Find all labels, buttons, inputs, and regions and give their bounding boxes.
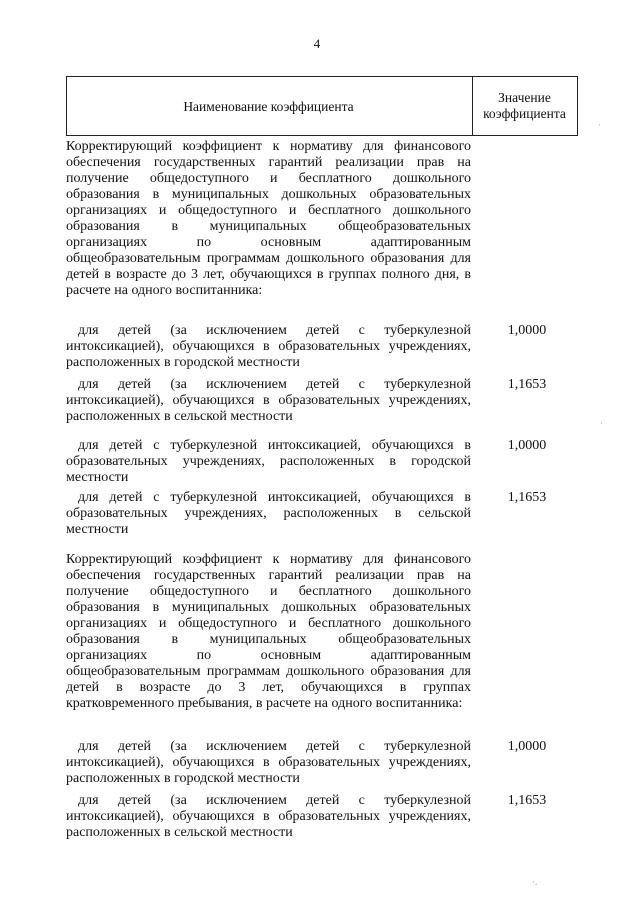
section1-row-3-value: 1,0000 — [507, 438, 547, 453]
section1-title: Корректирующий коэффициент к нормативу для финансового обеспечения государственных гарантий реализации прав на получение общедоступного и бесплатного дошкольного образования в муниципальных дошкольных образовательных организациях и общедоступного и бесплатного дошкольного образования в муниципальных общеобразовательных организациях по основным адаптированным общеобразовательным программам дошкольного образования для детей в возрасте до 3 лет, обучающихся в группах полного дня, в расчете на одного воспитанника: — [66, 139, 471, 298]
section2-row-2-text: для детей (за исключением детей с туберкулезной интоксикацией), обучающихся в образовательных учреждениях, расположенных в сельской местности — [66, 793, 471, 840]
scan-speck: · — [600, 418, 603, 428]
table-right-border — [577, 76, 578, 136]
section2-row-2-value: 1,1653 — [507, 793, 547, 808]
section1-row-2-text: для детей (за исключением детей с туберкулезной интоксикацией), обучающихся в образовательных учреждениях, расположенных в сельской местности — [66, 377, 471, 424]
section1-row-4-text: для детей с туберкулезной интоксикацией, обучающихся в образовательных учреждениях, расположенных в сельской местности — [66, 490, 471, 537]
section1-row-3-text: для детей с туберкулезной интоксикацией, обучающихся в образовательных учреждениях, расположенных в городской местности — [66, 438, 471, 485]
section2-row-1-text: для детей (за исключением детей с туберкулезной интоксикацией), обучающихся в образовательных учреждениях, расположенных в городской местности — [66, 739, 471, 786]
section1-row-4-value: 1,1653 — [507, 490, 547, 505]
section2-row-1-value: 1,0000 — [507, 739, 547, 754]
table-header-bottom-border — [66, 135, 577, 136]
section2-title: Корректирующий коэффициент к нормативу для финансового обеспечения государственных гарантий реализации прав на получение общедоступного и бесплатного дошкольного образования в муниципальных дошкольных образовательных организациях и общедоступного и бесплатного дошкольного образования в муниципальных общеобразовательных организациях по основным адаптированным общеобразовательным программам дошкольного образования для детей в возрасте до 3 лет, обучающихся в группах кратковременного пребывания, в расчете на одного воспитанника: — [66, 552, 471, 711]
table-header-top-border — [66, 76, 577, 77]
column-header-name: Наименование коэффициента — [183, 99, 354, 114]
column-header-value: Значение коэффициента — [483, 90, 566, 121]
section1-row-2-value: 1,1653 — [507, 377, 547, 392]
scan-speck: ·. — [532, 877, 538, 887]
section1-row-1-value: 1,0000 — [507, 323, 547, 338]
section1-row-1-text: для детей (за исключением детей с туберкулезной интоксикацией), обучающихся в образовательных учреждениях, расположенных в городской местности — [66, 323, 471, 370]
scan-speck: · — [598, 120, 601, 130]
page-number: 4 — [313, 36, 321, 51]
